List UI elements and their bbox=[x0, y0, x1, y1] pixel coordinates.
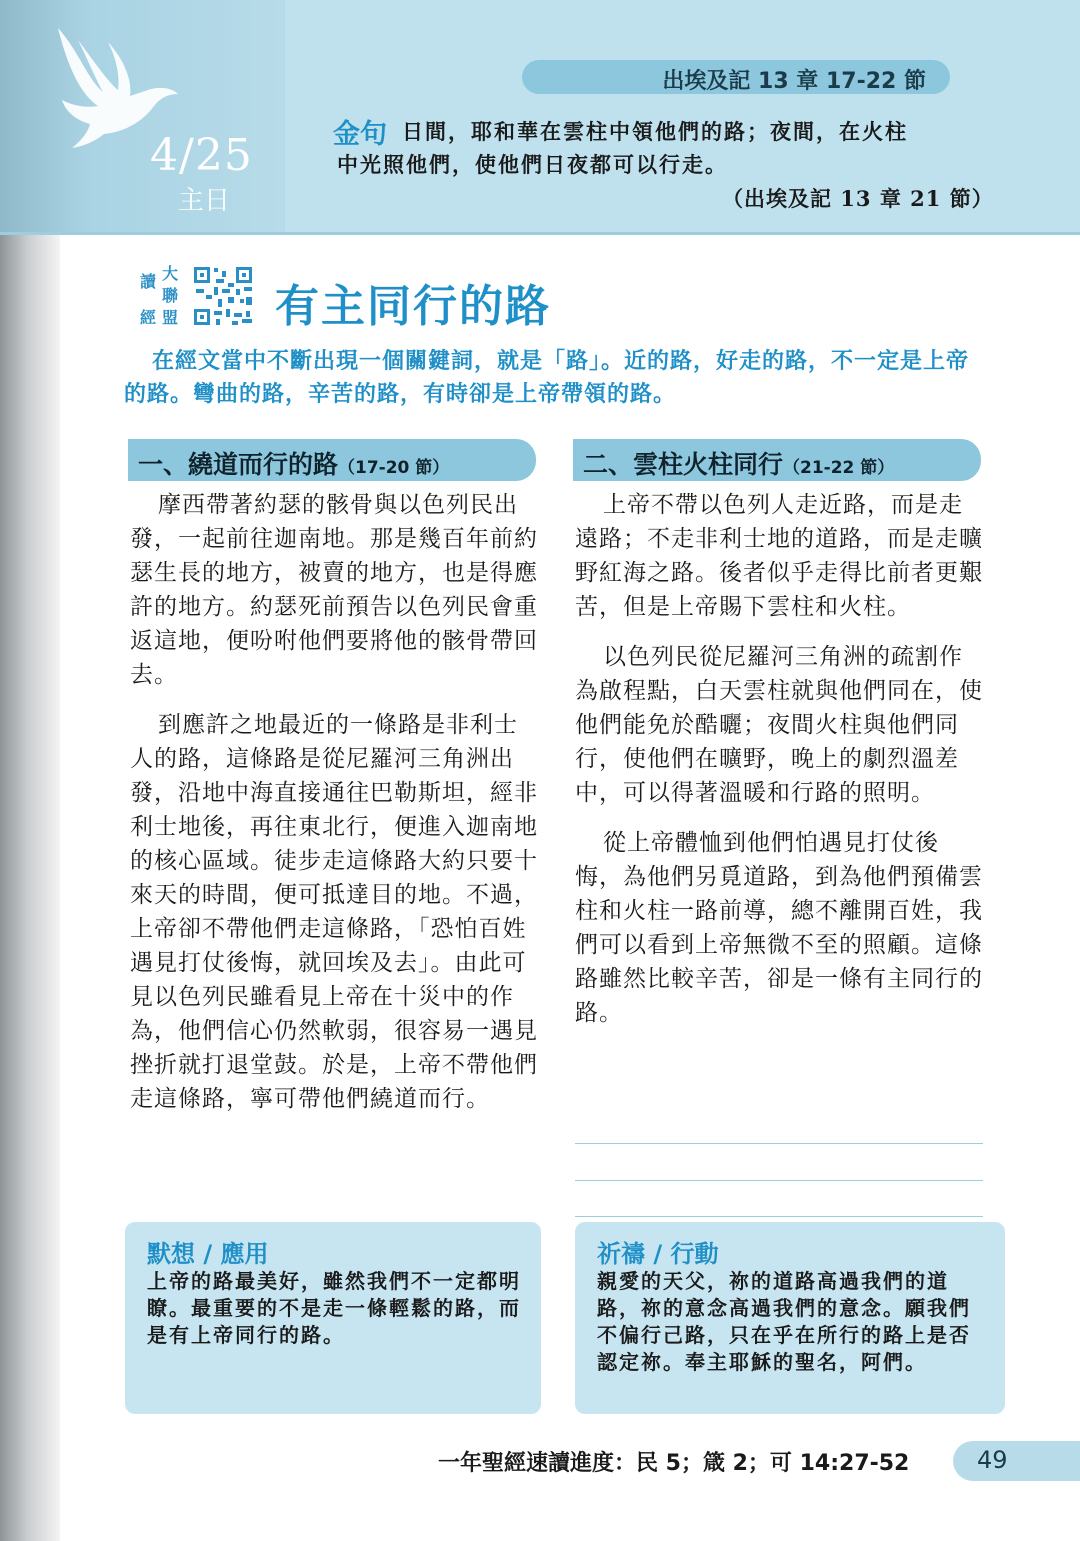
badge-char: 聯 bbox=[162, 286, 179, 305]
section-2-paragraph: 從上帝體恤到他們怕遇見打仗後悔，為他們另覓道路，到為他們預備雲柱和火柱一路前導，總不離開百姓，我們可以看到上帝無微不至的照顧。這條路雖然比較辛苦，卻是一條有主同行的路。 bbox=[575, 830, 983, 1026]
meditation-text: 上帝的路最美好，雖然我們不一定都明瞭。最重要的不是走一條輕鬆的路，而是有上帝同行的路。 bbox=[147, 1269, 521, 1347]
section-1-paragraph: 到應許之地最近的一條路是非利士人的路，這條路是從尼羅河三角洲出發，沿地中海直接通往巴勒斯坦，經非利士地後，再往東北行，便進入迦南地的核心區域。徒步走這條路大約只要十來天的時間，便可抵達目的地。不過，上帝卻不帶他們走這條路，「恐怕百姓遇見打仗後悔，就回埃及去」。由此可見以色列民雖看見上帝在十災中的作為，他們信心仍然軟弱，很容易一遇見挫折就打退堂鼓。於是，上帝不帶他們走這條路，寧可帶他們繞道而行。 bbox=[130, 712, 538, 1112]
section-2-body bbox=[575, 488, 985, 1046]
golden-verse-line-2: 中光照他們，使他們日夜都可以行走。 bbox=[337, 152, 728, 177]
section-2-verses: （21-22 節） bbox=[783, 458, 895, 478]
prayer-text: 親愛的天父，祢的道路高過我們的道路，祢的意念高過我們的意念。願我們不偏行己路，只在乎在所行的路上是否認定祢。奉主耶穌的聖名，阿們。 bbox=[597, 1269, 971, 1374]
meditation-heading: 默想 / 應用 bbox=[147, 1240, 269, 1268]
note-line bbox=[575, 1216, 983, 1217]
section-1-paragraph: 摩西帶著約瑟的骸骨與以色列民出發，一起前往迦南地。那是幾百年前約瑟生長的地方，被賣的地方，也是得應許的地方。約瑟死前預告以色列民會重返這地，便吩咐他們要將他的骸骨帶回去。 bbox=[130, 492, 538, 688]
section-1-title: 一、繞道而行的路 bbox=[138, 450, 339, 479]
golden-verse-citation: （出埃及記 13 章 21 節） bbox=[722, 186, 994, 211]
badge-char: 讀 bbox=[140, 272, 157, 291]
prayer-box bbox=[575, 1222, 1005, 1414]
badge-char: 大 bbox=[162, 264, 179, 283]
prayer-heading: 祈禱 / 行動 bbox=[597, 1240, 719, 1268]
note-line bbox=[575, 1180, 983, 1181]
note-line bbox=[575, 1143, 983, 1144]
intro-paragraph: 在經文當中不斷出現一個關鍵詞，就是「路」。近的路，好走的路，不一定是上帝的路。彎曲的路，辛苦的路，有時卻是上帝帶領的路。 bbox=[124, 349, 970, 407]
reading-league-badge bbox=[138, 265, 186, 329]
date-panel bbox=[0, 0, 285, 232]
day-label: 主日 bbox=[178, 186, 231, 216]
page-number-pill bbox=[953, 1441, 1080, 1481]
page-number: 49 bbox=[977, 1446, 1008, 1474]
scripture-ref: 出埃及記 13 章 17-22 節 bbox=[662, 69, 926, 94]
golden-verse-label: 金句 bbox=[333, 119, 387, 150]
badge-char: 盟 bbox=[162, 308, 179, 327]
page-header bbox=[0, 0, 1080, 235]
section-1-verses: （17-20 節） bbox=[338, 458, 450, 478]
qr-code-icon[interactable] bbox=[192, 265, 254, 327]
date: 4/25 bbox=[150, 130, 253, 181]
scripture-ref-pill bbox=[522, 60, 950, 94]
section-1-body bbox=[130, 488, 540, 1132]
section-2-paragraph: 以色列民從尼羅河三角洲的疏割作為啟程點，白天雲柱就與他們同在，使他們能免於酷曬；夜間火柱與他們同行，使他們在曠野，晚上的劇烈溫差中，可以得著溫暖和行路的照明。 bbox=[575, 644, 983, 806]
section-1-heading bbox=[128, 439, 536, 481]
golden-verse-line-1: 日間，耶和華在雲柱中領他們的路；夜間，在火柱 bbox=[402, 119, 908, 144]
section-2-paragraph: 上帝不帶以色列人走近路，而是走遠路；不走非利士地的道路，而是走曠野紅海之路。後者似乎走得比前者更艱苦，但是上帝賜下雲柱和火柱。 bbox=[575, 492, 983, 620]
page-title: 有主同行的路 bbox=[275, 281, 551, 332]
section-2-heading bbox=[573, 439, 981, 481]
badge-char: 經 bbox=[140, 308, 157, 327]
reading-progress: 一年聖經速讀進度：民 5；箴 2；可 14:27-52 bbox=[438, 1451, 910, 1476]
meditation-box bbox=[125, 1222, 541, 1414]
section-2-title: 二、雲柱火柱同行 bbox=[583, 450, 784, 479]
